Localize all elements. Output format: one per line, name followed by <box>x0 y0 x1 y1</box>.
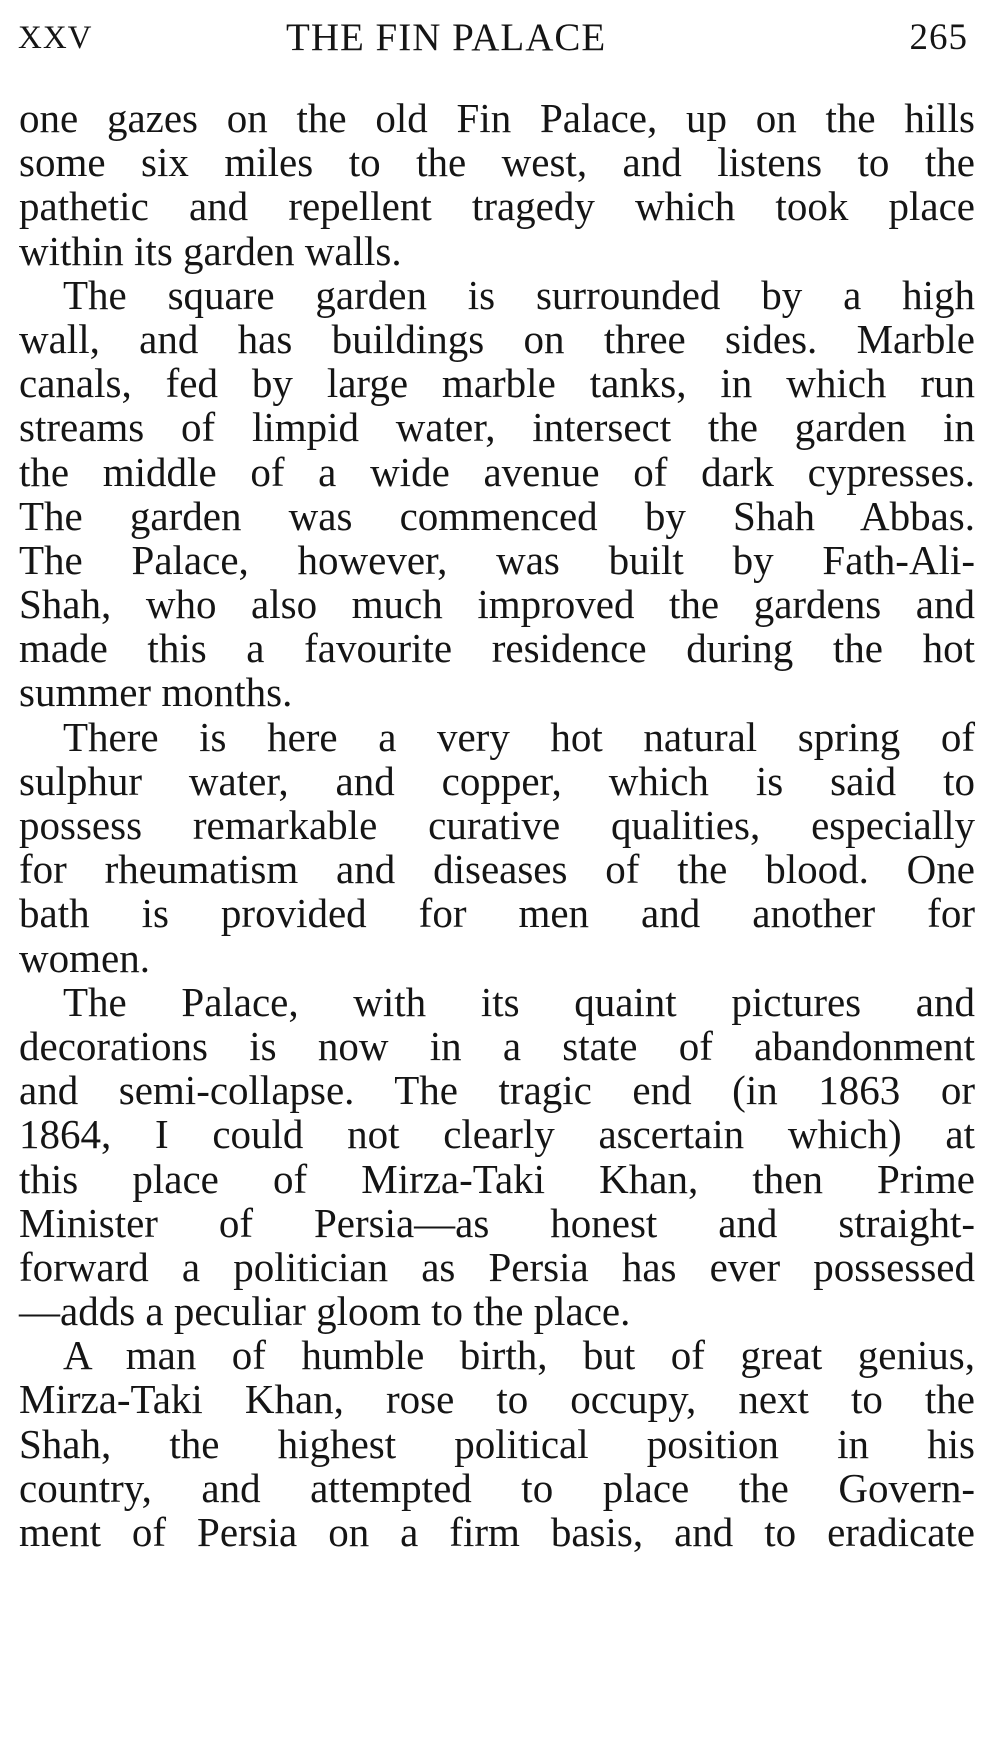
text-line: A man of humble birth, but of great genius, <box>63 1332 975 1379</box>
text-line: sulphur water, and copper, which is said to <box>19 757 975 804</box>
text-line: Shah, who also much improved the gardens and <box>19 581 975 628</box>
body-text <box>19 96 975 1554</box>
text-line: bath is provided for men and another for <box>19 890 975 937</box>
text-line: the middle of a wide avenue of dark cypresses. <box>19 448 975 495</box>
text-line: The Palace, however, was built by Fath-Ali- <box>19 536 975 583</box>
running-header <box>18 14 968 62</box>
text-line: summer months. <box>19 669 293 716</box>
text-line: ment of Persia on a firm basis, and to eradicate <box>19 1509 975 1555</box>
text-line: Minister of Persia—as honest and straight- <box>19 1199 975 1246</box>
text-line: possess remarkable curative qualities, especially <box>19 802 975 848</box>
paragraph <box>19 273 975 715</box>
text-line: canals, fed by large marble tanks, in which run <box>19 360 975 407</box>
text-line: Mirza-Taki Khan, rose to occupy, next to the <box>19 1376 975 1423</box>
text-line: Shah, the highest political position in his <box>19 1420 975 1467</box>
text-line: The square garden is surrounded by a high <box>63 271 975 318</box>
text-line: The Palace, with its quaint pictures and <box>63 978 975 1025</box>
page-number: 265 <box>909 17 968 58</box>
text-line: pathetic and repellent tragedy which took place <box>19 183 975 230</box>
text-line: The garden was commenced by Shah Abbas. <box>19 492 975 539</box>
text-line: country, and attempted to place the Govern- <box>19 1464 975 1511</box>
paragraph <box>19 715 975 980</box>
text-line: and semi-collapse. The tragic end (in 1863 or <box>19 1067 975 1114</box>
text-line: within its garden walls. <box>19 227 402 274</box>
paragraph <box>19 980 975 1334</box>
paragraph <box>19 1333 975 1554</box>
text-line: some six miles to the west, and listens to the <box>19 139 975 186</box>
text-line: women. <box>19 934 150 981</box>
page-title: THE FIN PALACE <box>286 16 607 59</box>
paragraph <box>19 96 975 273</box>
text-line: forward a politician as Persia has ever possessed <box>19 1243 975 1290</box>
text-line: for rheumatism and diseases of the blood. One <box>19 846 975 893</box>
text-line: 1864, I could not clearly ascertain which) at <box>19 1111 975 1158</box>
text-line: There is here a very hot natural spring of <box>63 713 975 760</box>
text-line: streams of limpid water, intersect the garden in <box>19 404 975 451</box>
text-line: wall, and has buildings on three sides. Marble <box>19 315 975 362</box>
text-line: —adds a peculiar gloom to the place. <box>19 1288 631 1335</box>
text-line: decorations is now in a state of abandonment <box>19 1022 975 1069</box>
text-line: made this a favourite residence during the hot <box>19 625 975 672</box>
text-line: one gazes on the old Fin Palace, up on the hills <box>19 95 975 141</box>
chapter-number: XXV <box>18 20 93 56</box>
text-line: this place of Mirza-Taki Khan, then Prime <box>19 1155 975 1202</box>
